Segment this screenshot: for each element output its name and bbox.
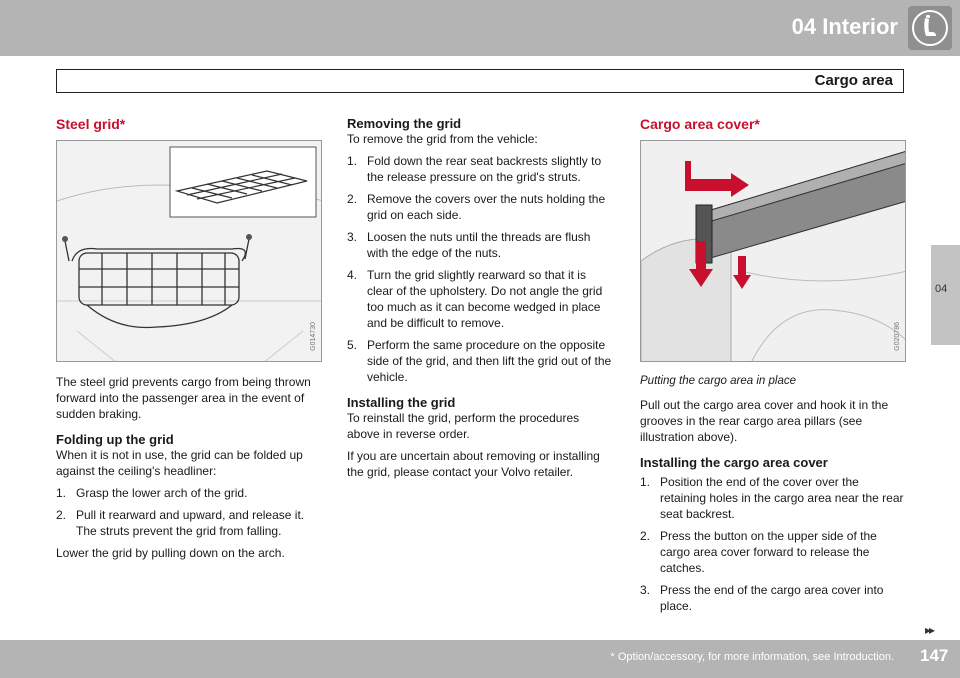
column-remove-install bbox=[347, 112, 614, 486]
steel-grid-heading: Steel grid* bbox=[56, 116, 126, 132]
figure-code: G020786 bbox=[894, 322, 901, 351]
list-item: 2. Pull it rearward and upward, and release it. The struts prevent the grid from falling. bbox=[56, 508, 305, 538]
figure-code: G014730 bbox=[310, 322, 317, 351]
folding-steps bbox=[56, 485, 322, 539]
section-header bbox=[56, 69, 904, 93]
lower-grid-text: Lower the grid by pulling down on the arch. bbox=[56, 546, 285, 560]
folding-intro: When it is not in use, the grid can be folded up against the ceiling's headliner: bbox=[56, 448, 303, 478]
retailer-text: If you are uncertain about removing or installing the grid, please contact your Volvo retailer. bbox=[347, 449, 600, 479]
seat-icon bbox=[908, 6, 952, 50]
installing-cover-heading: Installing the cargo area cover bbox=[640, 455, 828, 470]
footnote: * Option/accessory, for more information, see Introduction. bbox=[610, 651, 894, 663]
header-bar bbox=[0, 0, 960, 56]
removing-steps bbox=[347, 153, 614, 385]
list-item: 3. Loosen the nuts until the threads are flush with the edge of the nuts. bbox=[347, 230, 591, 260]
cargo-cover-heading: Cargo area cover* bbox=[640, 116, 760, 132]
folding-heading: Folding up the grid bbox=[56, 432, 174, 447]
list-item: 2. Press the button on the upper side of the cargo area cover forward to release the catches. bbox=[640, 529, 877, 575]
steel-grid-illustration bbox=[56, 140, 322, 362]
list-item: 5. Perform the same procedure on the opposite side of the grid, and then lift the grid out of the vehicle. bbox=[347, 338, 612, 384]
list-item: 1. Position the end of the cover over the retaining holes in the cargo area near the rear seat backrest. bbox=[640, 475, 904, 521]
list-item: 4. Turn the grid slightly rearward so that it is clear of the upholstery. Do not angle the grid too much as it can become wedged in place and be difficult to remove. bbox=[347, 268, 603, 330]
cargo-cover-intro: Pull out the cargo area cover and hook it in the grooves in the rear cargo area pillars (see illustration above). bbox=[640, 398, 889, 444]
chapter-tab-label: 04 bbox=[935, 283, 948, 295]
section-title: Cargo area bbox=[814, 72, 893, 89]
list-item: 1. Grasp the lower arch of the grid. bbox=[56, 486, 248, 500]
continue-arrows-icon: ▸▸ bbox=[925, 623, 934, 637]
page-number: 147 bbox=[920, 646, 949, 665]
figure-caption: Putting the cargo area in place bbox=[640, 375, 796, 387]
column-steel-grid bbox=[56, 112, 322, 567]
removing-intro: To remove the grid from the vehicle: bbox=[347, 132, 538, 146]
installing-grid-heading: Installing the grid bbox=[347, 395, 456, 410]
chapter-tab bbox=[931, 245, 960, 345]
installing-cover-steps bbox=[640, 474, 906, 614]
list-item: 3. Press the end of the cargo area cover into place. bbox=[640, 583, 884, 613]
column-cargo-cover bbox=[640, 112, 906, 620]
chapter-title: 04 Interior bbox=[791, 14, 898, 39]
list-item: 2. Remove the covers over the nuts holding the grid on each side. bbox=[347, 192, 606, 222]
removing-heading: Removing the grid bbox=[347, 116, 462, 131]
steel-grid-intro: The steel grid prevents cargo from being thrown forward into the passenger area in the event of sudden braking. bbox=[56, 375, 311, 421]
cargo-cover-illustration bbox=[640, 140, 906, 362]
installing-grid-text: To reinstall the grid, perform the procedures above in reverse order. bbox=[347, 411, 580, 441]
list-item: 1. Fold down the rear seat backrests slightly to the release pressure on the grid's struts. bbox=[347, 154, 602, 184]
